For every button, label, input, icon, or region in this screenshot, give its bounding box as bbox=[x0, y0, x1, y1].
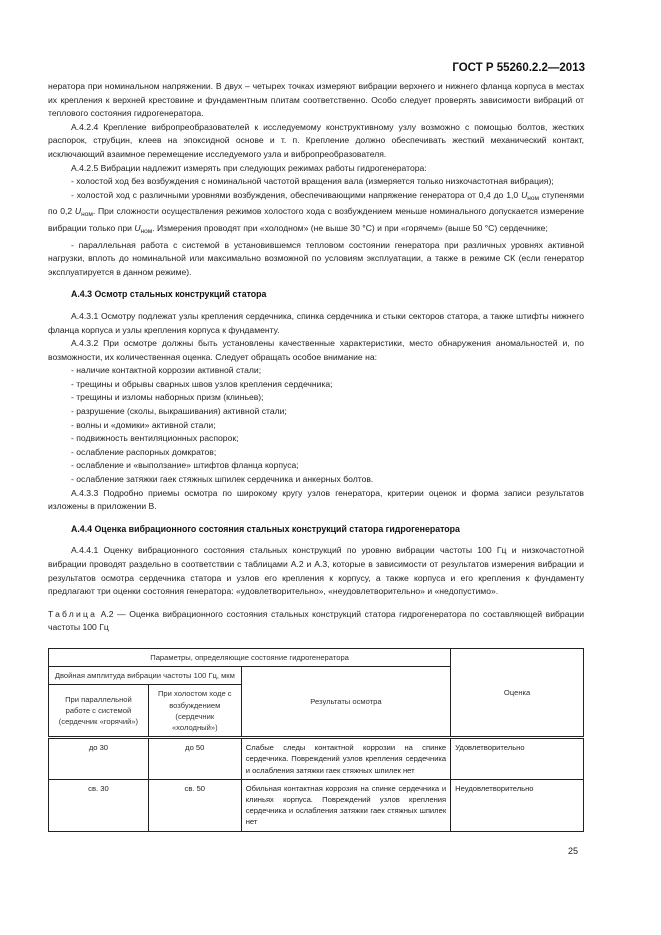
inspection-list bbox=[48, 364, 584, 486]
cell-rating: Удовлетворительно bbox=[451, 738, 584, 780]
header-idle: При холостом ходе с возбуждением (сердечник «холодный») bbox=[148, 685, 241, 738]
page-content bbox=[48, 80, 584, 832]
list-item: - подвижность вентиляционных распорок; bbox=[71, 433, 239, 444]
document-header: ГОСТ Р 55260.2.2—2013 bbox=[452, 62, 585, 74]
paragraph-continuation: нератора при номинальном напряжении. В двух – четырех точках измеряют вибрации верхнего и нижнего фланца корпуса в местах их крепления к верхней крестовине и фундаментным плитам соответственно. Особо следует проверять зависимости вибраций от теплового состояния гидрогенератора. bbox=[48, 81, 584, 119]
paragraph-a432: А.4.3.2 При осмотре должны быть установлены качественные характеристики, место обнаружения аномальностей и, по возможности, их количественная оценка. Следует обращать особое внимание на: bbox=[48, 338, 584, 362]
list-item: - ослабление затяжки гаек стяжных шпилек сердечника и анкерных болтов. bbox=[71, 474, 374, 485]
list-item: - волны и «домики» активной стали; bbox=[71, 419, 216, 430]
list-item: - разрушение (сколы, выкрашивания) активной стали; bbox=[71, 406, 287, 417]
cell-results: Обильная контактная коррозия на спинке сердечника и клиньях корпуса. Повреждений узлов крепления сердечника и ослабления затяжки гаек стяжных шпилек нет bbox=[241, 779, 450, 831]
mode-item-3: - параллельная работа с системой в установившемся тепловом состоянии генератора при различных уровнях активной нагрузки, вплоть до номинальной или максимально возможной по условиям эксплуатации, а также в режиме СК (если генератор эксплуатируется в данном режиме). bbox=[48, 239, 584, 277]
cell-results: Слабые следы контактной коррозии на спинке сердечника. Повреждений узлов крепления сердечника и ослабления затяжки гаек стяжных шпилек нет bbox=[241, 738, 450, 780]
header-results: Результаты осмотра bbox=[241, 667, 450, 738]
paragraph-a431: А.4.3.1 Осмотру подлежат узлы крепления сердечника, спинка сердечника и стыки секторов статора, а также штифты нижнего фланца корпуса и узлы крепления корпуса к фундаменту. bbox=[48, 310, 584, 335]
header-parallel: При параллельной работе с системой (сердечник «горячий») bbox=[49, 685, 149, 738]
table-a2 bbox=[48, 648, 584, 832]
list-item: - наличие контактной коррозии активной стали; bbox=[71, 365, 262, 376]
mode-item-1: - холостой ход без возбуждения с номинальной частотой вращения вала (измеряется только низкочастотная вибрация); bbox=[71, 176, 554, 187]
page-number: 25 bbox=[568, 846, 579, 856]
list-item: - ослабление и «выползание» штифтов фланца корпуса; bbox=[71, 460, 299, 471]
header-rating: Оценка bbox=[451, 648, 584, 737]
table-row bbox=[49, 779, 584, 831]
list-item: - ослабление распорных домкратов; bbox=[71, 446, 217, 457]
list-item: - трещины и обрывы сварных швов узлов крепления сердечника; bbox=[71, 378, 333, 389]
section-heading-a44: А.4.4 Оценка вибрационного состояния стальных конструкций статора гидрогенератора bbox=[71, 523, 460, 534]
cell-idle: до 50 bbox=[148, 738, 241, 780]
header-amplitude: Двойная амплитуда вибрации частоты 100 Гц, мкм bbox=[49, 667, 242, 685]
cell-idle: св. 50 bbox=[148, 779, 241, 831]
paragraph-a441: А.4.4.1 Оценку вибрационного состояния стальных конструкций по уровню вибрации частоты 100 Гц и низкочастотной вибрации проводят раздельно в соответствии с таблицами А.2 и А.3, которые в зависимости от результатов измерения вибрации и результатов осмотра сердечника статора и узлов его крепления к корпусу, а также корпуса и его крепления к фундаменту предлагают три оценки состояния генератора: «удовлетворительно», «неудовлетворительно» и «недопустимо». bbox=[48, 545, 584, 597]
cell-parallel: св. 30 bbox=[49, 779, 149, 831]
paragraph-a424: А.4.2.4 Крепление вибропреобразователей к исследуемому конструктивному узлу возможно с помощью болтов, жестких распорок, струбцин, клеев на эпоксидной основе и т. п. Крепление должно обеспечивать жесткий механический контакт, исключающий взаимное перемещение исследуемого узла и вибропреобразователя. bbox=[48, 121, 584, 159]
list-item: - трещины и изломы наборных призм (клиньев); bbox=[71, 392, 264, 403]
table-caption: Таблица А.2 — Оценка вибрационного состояния стальных конструкций статора гидрогенератора по составляющей вибрации частоты 100 Гц bbox=[48, 608, 584, 633]
mode-item-2: - холостой ход с различными уровнями возбуждения, обеспечивающими напряжение генератора от 0,4 до 1,0 $U_{ном}$ ступенями по 0,2 $U_{ном}$. При сложности осуществления режимов холостого хода с возбуждением меньше номинального допускается измерение вибрации только при $U_{ном}$. Измерения проводят при «холодном» (не выше 30 °С) и при «горячем» (выше 50 °С) сердечнике; bbox=[48, 189, 585, 235]
cell-rating: Неудовлетворительно bbox=[451, 779, 584, 831]
paragraph-a433: А.4.3.3 Подробно приемы осмотра по широкому кругу узлов генератора, критерии оценок и форма записи результатов изложены в приложении В. bbox=[48, 487, 584, 512]
paragraph-a425: А.4.2.5 Вибрации надлежит измерять при следующих режимах работы гидрогенератора: bbox=[71, 162, 427, 173]
header-params: Параметры, определяющие состояние гидрогенератора bbox=[49, 648, 451, 666]
cell-parallel: до 30 bbox=[49, 738, 149, 780]
section-heading-a43: А.4.3 Осмотр стальных конструкций статора bbox=[71, 289, 267, 300]
table-row bbox=[49, 738, 584, 780]
